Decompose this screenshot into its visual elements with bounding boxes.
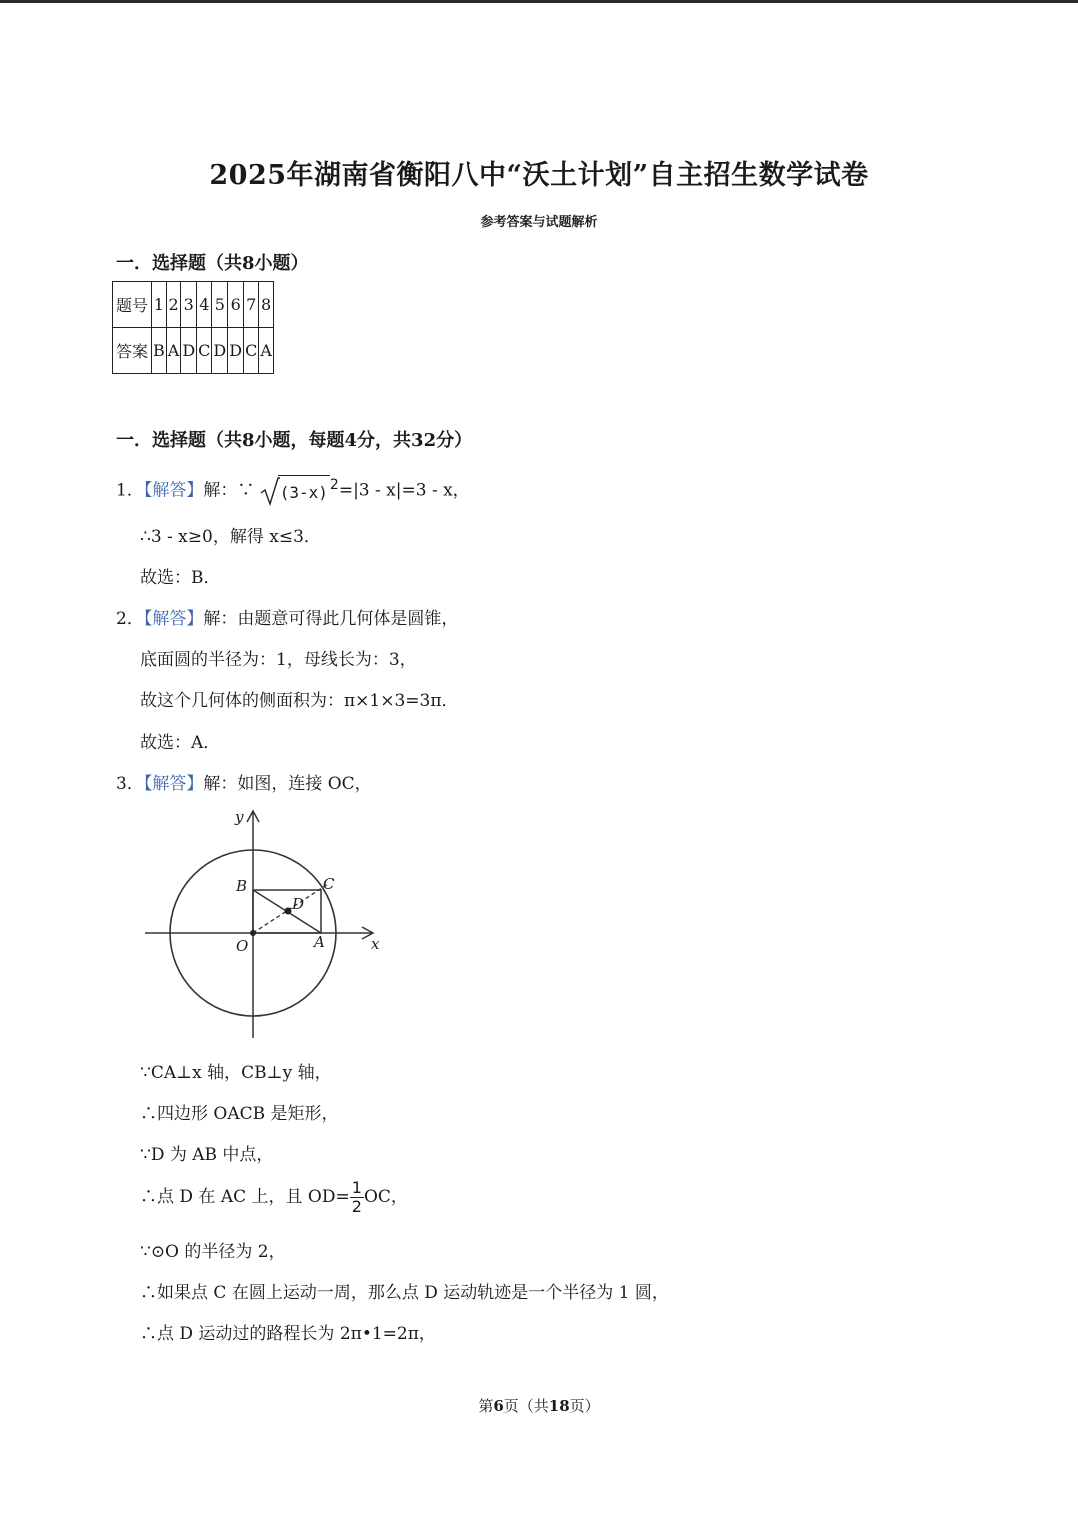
- fraction-one-half: [350, 1179, 364, 1216]
- point-a-label: A: [314, 933, 325, 951]
- table-cell: 题号: [113, 282, 152, 328]
- table-cell: 6: [228, 282, 244, 328]
- q1-line1: [116, 470, 470, 508]
- table-cell: 5: [212, 282, 228, 328]
- q1-intro: 解：∵: [203, 480, 255, 501]
- table-cell: 8: [259, 282, 274, 328]
- q1-line2: ∴3 - x≥0，解得 x≤3．: [140, 527, 321, 547]
- q3-answer-tag: 【解答】: [143, 774, 204, 794]
- table-row: [113, 328, 274, 374]
- q1-line3: 故选：B．: [140, 568, 221, 588]
- segment-oc-dashed: [253, 884, 328, 933]
- table-cell: 1: [152, 282, 167, 328]
- table-cell: 7: [244, 282, 259, 328]
- x-label: x: [371, 935, 380, 953]
- table-row: [113, 282, 274, 328]
- table-cell: C: [197, 328, 212, 374]
- radical-sign-icon: [260, 476, 280, 506]
- q2-answer-tag: 【解答】: [143, 609, 204, 629]
- fraction-denominator: 2: [351, 1197, 362, 1216]
- q2-line3: 故这个几何体的侧面积为：π×1×3=3π．: [140, 691, 459, 711]
- top-border: [0, 0, 1078, 3]
- footer-post: 页）: [569, 1397, 600, 1415]
- q3-step4-text: ∴点 D 在 AC 上，且 OD=: [140, 1187, 350, 1207]
- table-cell: A: [259, 328, 274, 374]
- q3-step7: ∴点 D 运动过的路程长为 2π•1=2π，: [140, 1324, 436, 1344]
- q3-number: 3．: [116, 774, 144, 794]
- table-cell: 2: [166, 282, 181, 328]
- q3-line1: [116, 769, 372, 794]
- page-title: 2025年湖南省衡阳八中“沃土计划”自主招生数学试卷: [209, 160, 869, 191]
- table-cell: 答案: [113, 328, 152, 374]
- section-heading-2: 一．选择题（共8小题，每题4分，共32分）: [116, 430, 473, 451]
- section-heading-1: 一．选择题（共8小题）: [116, 253, 309, 274]
- q1-answer-tag: 【解答】: [143, 480, 204, 501]
- q3-step4: [140, 1175, 408, 1219]
- point-d-label: D: [292, 895, 305, 913]
- q3-step1: ∵CA⊥x 轴，CB⊥y 轴，: [140, 1063, 332, 1083]
- page-subtitle: 参考答案与试题解析: [480, 215, 598, 230]
- q3-text: 解：如图，连接 OC，: [203, 774, 372, 794]
- q2-line2: 底面圆的半径为：1，母线长为：3，: [140, 650, 417, 670]
- table-cell: D: [181, 328, 197, 374]
- circle-figure: [140, 800, 400, 1045]
- radicand: (3-x): [278, 475, 330, 508]
- y-label: y: [235, 808, 244, 826]
- q2-line1: [116, 604, 458, 629]
- footer-total-pages: 18: [548, 1397, 570, 1415]
- q2-line4: 故选：A．: [140, 733, 221, 753]
- table-cell: 3: [181, 282, 197, 328]
- q2-text: 解：由题意可得此几何体是圆锥，: [203, 609, 459, 629]
- table-cell: C: [244, 328, 259, 374]
- table-cell: B: [152, 328, 167, 374]
- q3-step2: ∴四边形 OACB 是矩形，: [140, 1104, 339, 1124]
- q2-number: 2．: [116, 609, 144, 629]
- table-cell: A: [166, 328, 181, 374]
- point-b-label: B: [236, 877, 248, 895]
- page-footer: [0, 1395, 1078, 1416]
- exponent: 2: [329, 477, 339, 493]
- footer-mid: 页（共: [503, 1397, 549, 1415]
- footer-page-number: 6: [493, 1397, 504, 1415]
- table-cell: D: [228, 328, 244, 374]
- answer-table: [112, 281, 274, 374]
- table-cell: 4: [197, 282, 212, 328]
- sqrt-expression: [260, 475, 330, 508]
- point-o-label: O: [236, 937, 249, 955]
- point-d: [285, 908, 292, 915]
- q1-tail: =|3 - x|=3 - x，: [338, 480, 470, 501]
- q3-step5: ∵⊙O 的半径为 2，: [140, 1242, 286, 1262]
- fraction-numerator: 1: [351, 1178, 362, 1197]
- q3-step4-tail: OC，: [363, 1187, 408, 1207]
- q3-step3: ∵D 为 AB 中点，: [140, 1145, 274, 1165]
- q1-number: 1．: [116, 480, 144, 501]
- point-c-label: C: [323, 875, 335, 893]
- footer-pre: 第: [478, 1397, 494, 1415]
- table-cell: D: [212, 328, 228, 374]
- q3-step6: ∴如果点 C 在圆上运动一周，那么点 D 运动轨迹是一个半径为 1 圆，: [140, 1283, 669, 1303]
- point-o: [250, 930, 256, 936]
